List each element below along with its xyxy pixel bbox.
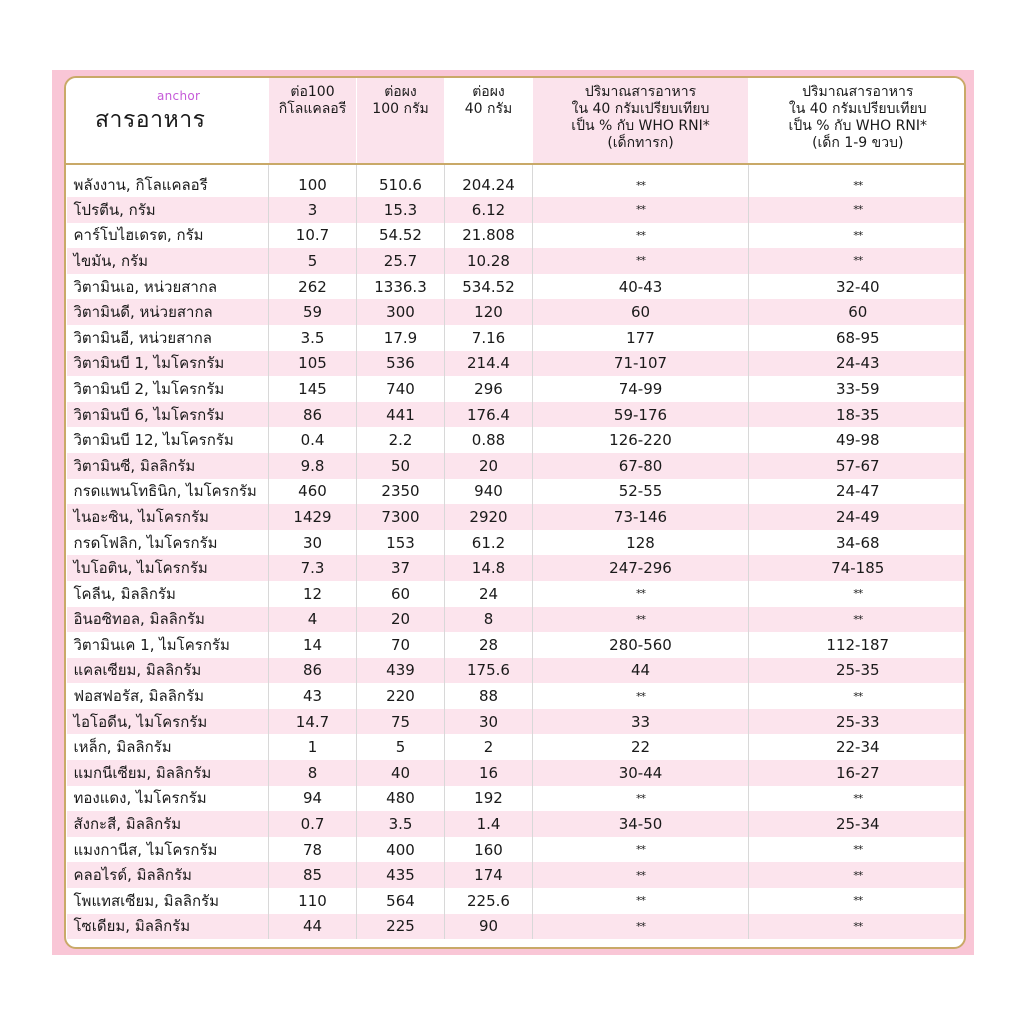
cell-per-40-g: 1.4 — [445, 811, 533, 837]
header-per-100-kcal — [269, 78, 357, 164]
cell-per-100-g: 15.3 — [357, 197, 445, 223]
cell-nutrient: วิตามินบี 1, ไมโครกรัม — [67, 351, 269, 377]
cell-per-100-kcal: 0.7 — [269, 811, 357, 837]
anchor-watermark: anchor — [157, 89, 201, 103]
cell-infant-rni: 33 — [533, 709, 749, 735]
cell-per-100-kcal: 1429 — [269, 504, 357, 530]
cell-infant-rni: ** — [533, 888, 749, 914]
table-row — [67, 862, 967, 888]
header-line: เป็น % กับ WHO RNI* — [571, 118, 710, 134]
header-line: กิโลแคลอรี — [278, 101, 347, 117]
cell-infant-rni: 247-296 — [533, 555, 749, 581]
cell-child-rni: 25-35 — [749, 658, 967, 684]
header-line: ปริมาณสารอาหาร — [584, 84, 697, 100]
cell-child-rni: 34-68 — [749, 530, 967, 556]
cell-child-rni: ** — [749, 683, 967, 709]
cell-infant-rni: 67-80 — [533, 453, 749, 479]
header-per-100-g — [357, 78, 445, 164]
cell-per-100-g: 54.52 — [357, 223, 445, 249]
table-row — [67, 683, 967, 709]
cell-per-100-g: 40 — [357, 760, 445, 786]
cell-infant-rni: ** — [533, 914, 749, 940]
header-line: ต่อผง — [384, 84, 417, 100]
cell-nutrient: อินอซิทอล, มิลลิกรัม — [67, 607, 269, 633]
table-row — [67, 299, 967, 325]
cell-infant-rni: 40-43 — [533, 274, 749, 300]
cell-per-100-g: 740 — [357, 376, 445, 402]
cell-child-rni: ** — [749, 786, 967, 812]
cell-per-40-g: 174 — [445, 862, 533, 888]
cell-per-40-g: 940 — [445, 479, 533, 505]
table-row — [67, 376, 967, 402]
cell-per-40-g: 0.88 — [445, 427, 533, 453]
cell-nutrient: พลังงาน, กิโลแคลอรี — [67, 164, 269, 197]
cell-nutrient: วิตามินดี, หน่วยสากล — [67, 299, 269, 325]
cell-nutrient: วิตามินเค 1, ไมโครกรัม — [67, 632, 269, 658]
cell-per-100-g: 7300 — [357, 504, 445, 530]
cell-per-100-g: 536 — [357, 351, 445, 377]
cell-per-40-g: 30 — [445, 709, 533, 735]
cell-per-100-kcal: 85 — [269, 862, 357, 888]
cell-infant-rni: 59-176 — [533, 402, 749, 428]
cell-per-100-g: 5 — [357, 734, 445, 760]
cell-per-100-kcal: 105 — [269, 351, 357, 377]
cell-per-100-kcal: 460 — [269, 479, 357, 505]
cell-per-100-kcal: 145 — [269, 376, 357, 402]
cell-per-100-g: 225 — [357, 914, 445, 940]
header-line: เป็น % กับ WHO RNI* — [788, 118, 927, 134]
header-line: (เด็ก 1-9 ขวบ) — [812, 135, 904, 151]
cell-per-100-kcal: 3.5 — [269, 325, 357, 351]
cell-child-rni: 33-59 — [749, 376, 967, 402]
cell-per-100-g: 2.2 — [357, 427, 445, 453]
table-row — [67, 760, 967, 786]
cell-infant-rni: ** — [533, 837, 749, 863]
cell-per-100-g: 439 — [357, 658, 445, 684]
header-line: ต่อผง — [472, 84, 505, 100]
cell-nutrient: วิตามินบี 2, ไมโครกรัม — [67, 376, 269, 402]
cell-per-100-g: 25.7 — [357, 248, 445, 274]
table-row — [67, 402, 967, 428]
cell-per-40-g: 90 — [445, 914, 533, 940]
cell-child-rni: 16-27 — [749, 760, 967, 786]
table-row — [67, 811, 967, 837]
cell-per-100-kcal: 12 — [269, 581, 357, 607]
cell-per-40-g: 225.6 — [445, 888, 533, 914]
cell-per-100-kcal: 110 — [269, 888, 357, 914]
table-row — [67, 581, 967, 607]
cell-infant-rni: 71-107 — [533, 351, 749, 377]
cell-per-100-g: 564 — [357, 888, 445, 914]
table-row — [67, 734, 967, 760]
cell-nutrient: ฟอสฟอรัส, มิลลิกรัม — [67, 683, 269, 709]
cell-nutrient: คาร์โบไฮเดรต, กรัม — [67, 223, 269, 249]
cell-child-rni: ** — [749, 837, 967, 863]
cell-nutrient: วิตามินเอ, หน่วยสากล — [67, 274, 269, 300]
cell-child-rni: ** — [749, 581, 967, 607]
cell-infant-rni: 30-44 — [533, 760, 749, 786]
cell-child-rni: 18-35 — [749, 402, 967, 428]
cell-per-100-kcal: 262 — [269, 274, 357, 300]
cell-infant-rni: 177 — [533, 325, 749, 351]
cell-child-rni: ** — [749, 223, 967, 249]
table-row — [67, 555, 967, 581]
cell-per-40-g: 61.2 — [445, 530, 533, 556]
cell-per-100-kcal: 8 — [269, 760, 357, 786]
table-row — [67, 223, 967, 249]
cell-per-40-g: 88 — [445, 683, 533, 709]
header-line: ใน 40 กรัมเปรียบเทียบ — [571, 101, 710, 117]
table-row — [67, 197, 967, 223]
cell-per-40-g: 14.8 — [445, 555, 533, 581]
cell-per-100-g: 300 — [357, 299, 445, 325]
cell-child-rni: ** — [749, 862, 967, 888]
cell-nutrient: แมกนีเซียม, มิลลิกรัม — [67, 760, 269, 786]
cell-per-40-g: 16 — [445, 760, 533, 786]
cell-infant-rni: ** — [533, 786, 749, 812]
cell-infant-rni: ** — [533, 223, 749, 249]
cell-per-100-g: 20 — [357, 607, 445, 633]
table-row — [67, 351, 967, 377]
cell-per-100-kcal: 44 — [269, 914, 357, 940]
cell-nutrient: กรดโฟลิก, ไมโครกรัม — [67, 530, 269, 556]
cell-per-40-g: 10.28 — [445, 248, 533, 274]
cell-per-100-g: 1336.3 — [357, 274, 445, 300]
cell-per-100-kcal: 30 — [269, 530, 357, 556]
cell-per-100-g: 75 — [357, 709, 445, 735]
table-body — [67, 164, 967, 939]
table-row — [67, 504, 967, 530]
cell-per-100-g: 400 — [357, 837, 445, 863]
cell-per-100-kcal: 9.8 — [269, 453, 357, 479]
cell-per-100-kcal: 4 — [269, 607, 357, 633]
cell-per-100-kcal: 5 — [269, 248, 357, 274]
cell-per-40-g: 534.52 — [445, 274, 533, 300]
cell-child-rni: 49-98 — [749, 427, 967, 453]
cell-per-100-g: 2350 — [357, 479, 445, 505]
cell-child-rni: 32-40 — [749, 274, 967, 300]
nutrition-table — [66, 78, 966, 939]
cell-nutrient: วิตามินบี 12, ไมโครกรัม — [67, 427, 269, 453]
cell-per-100-kcal: 14 — [269, 632, 357, 658]
header-line: 40 กรัม — [464, 101, 513, 117]
header-line: 100 กรัม — [372, 101, 429, 117]
cell-nutrient: กรดแพนโทธินิก, ไมโครกรัม — [67, 479, 269, 505]
cell-child-rni: ** — [749, 248, 967, 274]
cell-nutrient: ไอโอดีน, ไมโครกรัม — [67, 709, 269, 735]
cell-per-100-kcal: 7.3 — [269, 555, 357, 581]
cell-per-100-g: 510.6 — [357, 164, 445, 197]
header-infant-rni — [533, 78, 749, 164]
cell-infant-rni: 52-55 — [533, 479, 749, 505]
table-row — [67, 325, 967, 351]
cell-per-40-g: 24 — [445, 581, 533, 607]
cell-per-40-g: 160 — [445, 837, 533, 863]
cell-nutrient: สังกะสี, มิลลิกรัม — [67, 811, 269, 837]
header-nutrient: สารอาหาร — [67, 78, 269, 164]
header-line: (เด็กทารก) — [607, 135, 674, 151]
cell-per-100-kcal: 59 — [269, 299, 357, 325]
header-line: ใน 40 กรัมเปรียบเทียบ — [788, 101, 927, 117]
table-row — [67, 709, 967, 735]
cell-per-40-g: 7.16 — [445, 325, 533, 351]
cell-nutrient: วิตามินบี 6, ไมโครกรัม — [67, 402, 269, 428]
cell-infant-rni: 60 — [533, 299, 749, 325]
cell-child-rni: 25-33 — [749, 709, 967, 735]
cell-per-100-kcal: 78 — [269, 837, 357, 863]
table-row — [67, 164, 967, 197]
cell-infant-rni: 73-146 — [533, 504, 749, 530]
table-row — [67, 837, 967, 863]
cell-per-100-kcal: 14.7 — [269, 709, 357, 735]
cell-per-100-kcal: 86 — [269, 402, 357, 428]
cell-nutrient: ไนอะซิน, ไมโครกรัม — [67, 504, 269, 530]
cell-per-100-g: 435 — [357, 862, 445, 888]
cell-infant-rni: ** — [533, 248, 749, 274]
cell-child-rni: ** — [749, 888, 967, 914]
cell-child-rni: 57-67 — [749, 453, 967, 479]
cell-per-100-kcal: 1 — [269, 734, 357, 760]
cell-infant-rni: ** — [533, 164, 749, 197]
cell-child-rni: 25-34 — [749, 811, 967, 837]
cell-child-rni: 24-49 — [749, 504, 967, 530]
cell-per-100-g: 441 — [357, 402, 445, 428]
cell-infant-rni: 34-50 — [533, 811, 749, 837]
cell-child-rni: 74-185 — [749, 555, 967, 581]
cell-per-40-g: 28 — [445, 632, 533, 658]
cell-per-100-kcal: 94 — [269, 786, 357, 812]
cell-per-100-g: 220 — [357, 683, 445, 709]
cell-per-100-kcal: 0.4 — [269, 427, 357, 453]
cell-child-rni: 24-47 — [749, 479, 967, 505]
cell-child-rni: 24-43 — [749, 351, 967, 377]
cell-child-rni: 112-187 — [749, 632, 967, 658]
cell-per-100-kcal: 86 — [269, 658, 357, 684]
cell-infant-rni: 22 — [533, 734, 749, 760]
cell-per-100-g: 17.9 — [357, 325, 445, 351]
cell-nutrient: แมงกานีส, ไมโครกรัม — [67, 837, 269, 863]
cell-per-40-g: 192 — [445, 786, 533, 812]
cell-infant-rni: 74-99 — [533, 376, 749, 402]
cell-nutrient: แคลเซียม, มิลลิกรัม — [67, 658, 269, 684]
cell-nutrient: โซเดียม, มิลลิกรัม — [67, 914, 269, 940]
cell-infant-rni: ** — [533, 197, 749, 223]
cell-nutrient: โคลีน, มิลลิกรัม — [67, 581, 269, 607]
cell-infant-rni: ** — [533, 581, 749, 607]
cell-per-100-g: 153 — [357, 530, 445, 556]
cell-per-100-g: 60 — [357, 581, 445, 607]
cell-child-rni: ** — [749, 164, 967, 197]
cell-per-40-g: 20 — [445, 453, 533, 479]
cell-child-rni: 22-34 — [749, 734, 967, 760]
cell-nutrient: โพแทสเซียม, มิลลิกรัม — [67, 888, 269, 914]
table-row — [67, 888, 967, 914]
cell-child-rni: 68-95 — [749, 325, 967, 351]
header-per-40-g — [445, 78, 533, 164]
cell-nutrient: วิตามินซี, มิลลิกรัม — [67, 453, 269, 479]
header-line: ต่อ100 — [290, 84, 335, 100]
cell-infant-rni: 280-560 — [533, 632, 749, 658]
cell-per-40-g: 120 — [445, 299, 533, 325]
table-row — [67, 607, 967, 633]
cell-per-40-g: 176.4 — [445, 402, 533, 428]
table-row — [67, 632, 967, 658]
cell-child-rni: ** — [749, 914, 967, 940]
cell-per-100-kcal: 100 — [269, 164, 357, 197]
table-row — [67, 453, 967, 479]
table-header-row — [67, 78, 967, 164]
table-row — [67, 248, 967, 274]
table-row — [67, 479, 967, 505]
cell-per-40-g: 2 — [445, 734, 533, 760]
cell-per-40-g: 21.808 — [445, 223, 533, 249]
header-child-rni — [749, 78, 967, 164]
cell-per-40-g: 2920 — [445, 504, 533, 530]
cell-nutrient: ไขมัน, กรัม — [67, 248, 269, 274]
cell-child-rni: 60 — [749, 299, 967, 325]
table-row — [67, 914, 967, 940]
table-row — [67, 530, 967, 556]
cell-per-40-g: 6.12 — [445, 197, 533, 223]
cell-child-rni: ** — [749, 607, 967, 633]
cell-nutrient: ทองแดง, ไมโครกรัม — [67, 786, 269, 812]
nutrition-table-card — [64, 76, 966, 949]
cell-per-40-g: 214.4 — [445, 351, 533, 377]
cell-per-40-g: 175.6 — [445, 658, 533, 684]
cell-infant-rni: 128 — [533, 530, 749, 556]
cell-child-rni: ** — [749, 197, 967, 223]
table-row — [67, 658, 967, 684]
cell-per-100-kcal: 10.7 — [269, 223, 357, 249]
cell-per-100-g: 50 — [357, 453, 445, 479]
cell-per-40-g: 8 — [445, 607, 533, 633]
cell-nutrient: เหล็ก, มิลลิกรัม — [67, 734, 269, 760]
cell-nutrient: คลอไรด์, มิลลิกรัม — [67, 862, 269, 888]
table-row — [67, 786, 967, 812]
cell-per-100-kcal: 3 — [269, 197, 357, 223]
cell-nutrient: ไบโอติน, ไมโครกรัม — [67, 555, 269, 581]
cell-infant-rni: 126-220 — [533, 427, 749, 453]
cell-per-40-g: 296 — [445, 376, 533, 402]
cell-per-100-kcal: 43 — [269, 683, 357, 709]
cell-infant-rni: 44 — [533, 658, 749, 684]
cell-nutrient: โปรตีน, กรัม — [67, 197, 269, 223]
cell-infant-rni: ** — [533, 862, 749, 888]
cell-per-100-g: 3.5 — [357, 811, 445, 837]
cell-per-100-g: 70 — [357, 632, 445, 658]
cell-infant-rni: ** — [533, 607, 749, 633]
table-row — [67, 427, 967, 453]
cell-per-100-g: 37 — [357, 555, 445, 581]
cell-nutrient: วิตามินอี, หน่วยสากล — [67, 325, 269, 351]
header-line: ปริมาณสารอาหาร — [802, 84, 914, 100]
cell-infant-rni: ** — [533, 683, 749, 709]
cell-per-100-g: 480 — [357, 786, 445, 812]
cell-per-40-g: 204.24 — [445, 164, 533, 197]
table-row — [67, 274, 967, 300]
